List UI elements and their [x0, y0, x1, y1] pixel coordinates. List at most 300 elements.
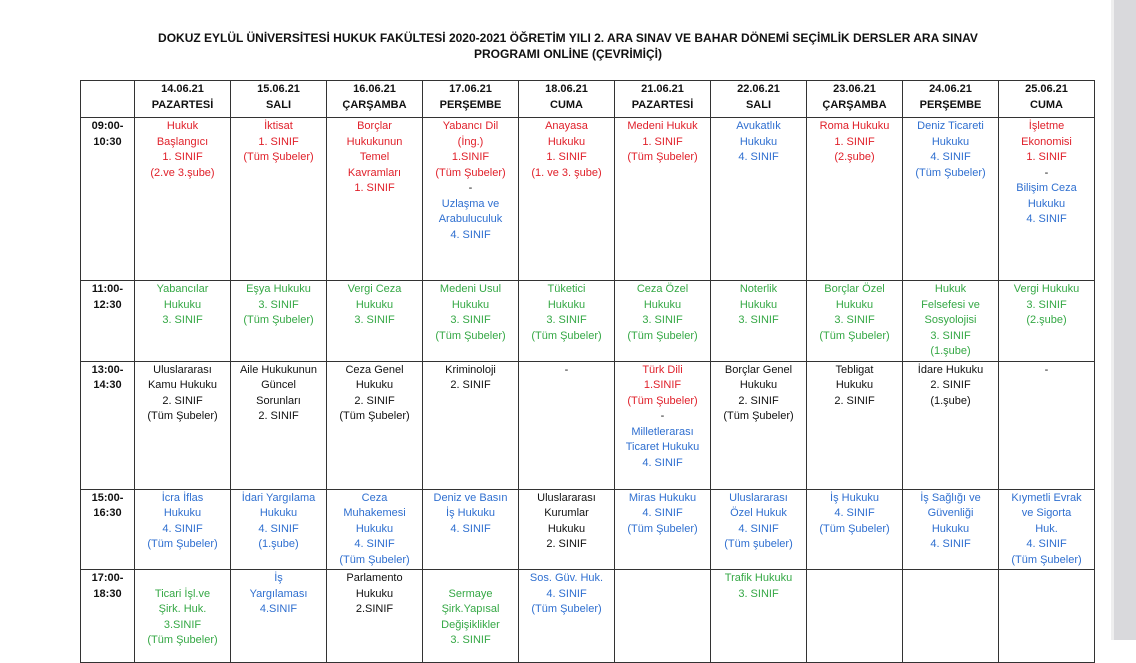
exam-text: 3. SINIF — [834, 314, 875, 326]
exam-cell — [711, 281, 807, 362]
exam-entry — [1001, 363, 1092, 379]
exam-entry — [809, 571, 900, 587]
exam-text: (Tüm Şubeler) — [627, 394, 698, 407]
exam-text: Değişiklikler — [441, 618, 500, 631]
exam-text: 2. SINIF — [546, 538, 587, 550]
day-date: 15.06.21 — [257, 83, 300, 95]
exam-text: 4. SINIF — [738, 522, 779, 535]
exam-entry — [329, 282, 420, 329]
exam-text: İş Hukuku — [446, 507, 495, 519]
exam-text: 4. SINIF — [930, 538, 971, 550]
exam-cell — [135, 489, 231, 570]
exam-cell — [711, 118, 807, 281]
exam-text: 2. SINIF — [930, 379, 971, 391]
exam-entry — [713, 491, 804, 553]
exam-text: Hukuk — [934, 283, 967, 295]
exam-cell — [999, 489, 1095, 570]
exam-text: Yabancı Dil — [442, 120, 499, 132]
exam-text: (1.şube) — [930, 394, 971, 407]
exam-text: Vergi Hukuku — [1013, 283, 1080, 295]
exam-text: (İng.) — [457, 135, 484, 148]
day-name: SALI — [745, 98, 772, 111]
exam-text: Hukuku — [739, 298, 778, 311]
exam-text: Parlamento — [346, 572, 403, 584]
exam-text: 4. SINIF — [354, 538, 395, 550]
time-text: 09:00- — [91, 120, 124, 132]
day-header — [903, 81, 999, 118]
exam-cell — [711, 361, 807, 489]
exam-entry — [233, 119, 324, 166]
exam-entry — [617, 409, 708, 425]
exam-text — [137, 571, 228, 587]
exam-text: Hukuku — [355, 587, 394, 600]
exam-text: Muhakemesi — [343, 507, 406, 519]
exam-cell — [615, 361, 711, 489]
day-name: PAZARTESİ — [631, 98, 694, 111]
exam-text: Roma Hukuku — [819, 120, 890, 132]
exam-entry — [905, 363, 996, 410]
exam-cell — [519, 361, 615, 489]
exam-text — [1001, 571, 1092, 587]
exam-text: Vergi Ceza — [347, 283, 402, 295]
exam-text: Huk. — [1035, 522, 1058, 535]
exam-text: Yabancılar — [156, 283, 209, 295]
day-name: PERŞEMBE — [919, 98, 982, 111]
exam-text: 4. SINIF — [1026, 538, 1067, 550]
exam-cell — [423, 361, 519, 489]
day-name: PAZARTESİ — [151, 98, 214, 111]
exam-text: (2.şube) — [1026, 314, 1067, 326]
exam-text: (Tüm Şubeler) — [627, 151, 698, 163]
day-date: 25.06.21 — [1025, 83, 1068, 95]
exam-entry — [137, 119, 228, 181]
exam-text: Ticaret Hukuku — [625, 441, 700, 453]
exam-entry — [905, 571, 996, 587]
exam-entry — [137, 587, 228, 649]
exam-text: 2. SINIF — [354, 394, 395, 407]
exam-cell — [999, 361, 1095, 489]
exam-text: Hukuku — [451, 298, 490, 311]
exam-text: Medeni Hukuk — [627, 120, 698, 132]
exam-entry — [329, 119, 420, 197]
exam-text: (Tüm Şubeler) — [243, 151, 314, 163]
time-text: 18:30 — [93, 587, 122, 600]
exam-text: Hukuku — [163, 507, 202, 519]
exam-text: 4. SINIF — [738, 151, 779, 163]
day-date: 16.06.21 — [353, 83, 396, 95]
day-header — [615, 81, 711, 118]
day-header — [231, 81, 327, 118]
exam-entry — [713, 282, 804, 329]
time-text: 12:30 — [93, 298, 122, 311]
exam-entry — [425, 571, 516, 649]
exam-text: Kriminoloji — [445, 363, 496, 376]
photo-edge-shadow — [1114, 0, 1136, 640]
exam-text: Milletlerarası — [631, 425, 694, 438]
time-slot — [81, 489, 135, 570]
title-line-2: PROGRAMI ONLİNE (ÇEVRİMİÇİ) — [474, 47, 662, 61]
exam-text: 2. SINIF — [834, 394, 875, 407]
exam-text: 1. SINIF — [162, 151, 203, 163]
exam-text: Güncel — [261, 379, 296, 391]
exam-text: Hukuku — [355, 379, 394, 391]
exam-entry — [425, 119, 516, 181]
exam-text: Miras Hukuku — [628, 491, 697, 504]
exam-text: Özel Hukuk — [730, 507, 787, 519]
exam-text: Yargılaması — [249, 587, 308, 600]
exam-text: Güvenliği — [927, 507, 974, 519]
exam-cell — [807, 361, 903, 489]
exam-text: Türk Dili — [642, 363, 683, 376]
exam-entry — [617, 282, 708, 344]
exam-text: (1.şube) — [258, 538, 299, 550]
exam-text: (1.şube) — [930, 345, 971, 357]
exam-cell — [807, 281, 903, 362]
exam-entry — [233, 571, 324, 618]
exam-text: Temel — [359, 151, 390, 163]
exam-text: Eşya Hukuku — [246, 283, 311, 295]
exam-text: 1. SINIF — [642, 135, 683, 148]
exam-entry — [1001, 571, 1092, 587]
exam-entry — [617, 119, 708, 166]
exam-entry — [1001, 119, 1092, 166]
exam-entry — [713, 119, 804, 166]
exam-cell — [711, 489, 807, 570]
exam-text: (Tüm Şubeler) — [435, 329, 506, 342]
exam-text: Sosyolojisi — [924, 314, 977, 326]
exam-entry — [233, 491, 324, 553]
exam-cell — [231, 361, 327, 489]
exam-text: Uzlaşma ve — [441, 197, 500, 210]
exam-text: Kamu Hukuku — [147, 379, 218, 391]
exam-text: 2. SINIF — [738, 394, 779, 407]
day-name: PERŞEMBE — [439, 98, 502, 111]
exam-text: Ticari İşl.ve — [154, 587, 211, 600]
exam-text: Sorunları — [256, 394, 301, 407]
exam-text: 1. SINIF — [258, 135, 299, 148]
exam-text: (1. ve 3. şube) — [531, 166, 602, 179]
exam-text: 3. SINIF — [930, 329, 971, 342]
exam-text: (Tüm Şubeler) — [339, 410, 410, 422]
day-header — [327, 81, 423, 118]
day-name: CUMA — [1030, 98, 1063, 111]
exam-text: 4. SINIF — [1026, 213, 1067, 225]
exam-text: İş Hukuku — [830, 491, 879, 504]
exam-cell — [231, 281, 327, 362]
exam-text: 2. SINIF — [450, 379, 491, 391]
exam-text: Borçlar Özel — [824, 283, 885, 295]
exam-cell — [231, 118, 327, 281]
exam-text: Hukuku — [547, 298, 586, 311]
corner-cell — [81, 81, 135, 118]
exam-cell — [231, 489, 327, 570]
exam-text: 3. SINIF — [642, 314, 683, 326]
exam-text: Hukukunun — [346, 135, 403, 148]
exam-text: Sermaye — [448, 587, 493, 600]
exam-text: (Tüm Şubeler) — [243, 314, 314, 326]
exam-text: Hukuku — [739, 379, 778, 391]
day-header — [135, 81, 231, 118]
time-slot-row — [81, 118, 1095, 281]
exam-text: - — [660, 410, 665, 422]
exam-cell — [423, 118, 519, 281]
exam-text: 4. SINIF — [834, 507, 875, 519]
exam-text: (Tüm Şubeler) — [819, 522, 890, 535]
day-name: CUMA — [550, 98, 583, 111]
exam-entry — [1001, 491, 1092, 569]
exam-text: Hukuk — [166, 120, 199, 132]
title-line-1: DOKUZ EYLÜL ÜNİVERSİTESİ HUKUK FAKÜLTESİ 2020-2021 ÖĞRETİM YILI 2. ARA SINAV VE BAHAR DÖNEMİ SEÇİMLİK DERSLER ARA SINAV — [158, 31, 978, 45]
exam-cell — [615, 489, 711, 570]
time-text: 15:00- — [91, 491, 124, 504]
exam-entry — [233, 282, 324, 329]
exam-entry — [809, 491, 900, 538]
exam-entry — [809, 119, 900, 166]
exam-text: (Tüm Şubeler) — [723, 410, 794, 422]
exam-text: (Tüm Şubeler) — [147, 634, 218, 646]
exam-entry — [521, 491, 612, 553]
exam-entry — [233, 363, 324, 425]
exam-text: İş Sağlığı ve — [920, 491, 981, 504]
exam-text: Hukuku — [835, 379, 874, 391]
exam-text: İdare Hukuku — [917, 363, 984, 376]
day-header — [711, 81, 807, 118]
day-date: 14.06.21 — [161, 83, 204, 95]
exam-text: (Tüm Şubeler) — [915, 166, 986, 179]
exam-cell — [327, 361, 423, 489]
exam-text: Medeni Usul — [439, 283, 502, 295]
exam-cell — [519, 570, 615, 663]
exam-text: Borçlar Genel — [724, 363, 793, 376]
exam-entry — [521, 119, 612, 181]
exam-entry — [617, 425, 708, 472]
exam-cell — [135, 361, 231, 489]
exam-text: ve Sigorta — [1021, 507, 1072, 519]
time-slot-row — [81, 489, 1095, 570]
exam-text: Kavramları — [347, 166, 402, 179]
exam-text: Uluslararası — [729, 491, 788, 504]
exam-text: Ekonomisi — [1021, 135, 1072, 148]
exam-text: 1. SINIF — [546, 151, 587, 163]
exam-text: Hukuku — [739, 135, 778, 148]
exam-text — [617, 571, 708, 587]
exam-text: Deniz Ticareti — [917, 120, 984, 132]
exam-cell — [999, 570, 1095, 663]
exam-text: 4. SINIF — [642, 456, 683, 469]
exam-entry — [329, 491, 420, 569]
exam-text: (Tüm Şubeler) — [339, 553, 410, 566]
exam-text: Hukuku — [163, 298, 202, 311]
exam-text: (Tüm Şubeler) — [147, 538, 218, 550]
exam-entry — [617, 491, 708, 538]
time-slot — [81, 281, 135, 362]
exam-text: - — [468, 182, 473, 194]
exam-text: (Tüm Şubeler) — [531, 329, 602, 342]
exam-cell — [135, 570, 231, 663]
exam-text: (2.ve 3.şube) — [150, 166, 215, 179]
exam-entry — [905, 491, 996, 553]
exam-text: İcra İflas — [161, 491, 204, 504]
exam-text: Şirk.Yapısal — [441, 603, 500, 615]
schedule-body — [81, 118, 1095, 663]
exam-text — [905, 571, 996, 587]
exam-text: 3. SINIF — [1026, 298, 1067, 311]
exam-text: 3. SINIF — [738, 314, 779, 326]
exam-text: (Tüm Şubeler) — [627, 522, 698, 535]
time-text: 11:00- — [91, 283, 124, 295]
exam-text: Sos. Güv. Huk. — [529, 572, 604, 584]
exam-cell — [903, 118, 999, 281]
exam-text: Deniz ve Basın — [433, 491, 508, 504]
exam-text: Tüketici — [547, 283, 586, 295]
exam-text: 4. SINIF — [546, 587, 587, 600]
exam-text: Ceza Genel — [345, 363, 404, 376]
exam-cell — [519, 489, 615, 570]
exam-entry — [137, 571, 228, 587]
exam-entry — [521, 282, 612, 344]
exam-text: Avukatlık — [736, 120, 781, 132]
exam-text: Hukuku — [547, 135, 586, 148]
exam-text: Uluslararası — [153, 363, 212, 376]
exam-cell — [615, 570, 711, 663]
exam-text: Hukuku — [931, 135, 970, 148]
exam-entry — [1001, 282, 1092, 329]
day-name: ÇARŞAMBA — [342, 98, 407, 111]
day-date: 22.06.21 — [737, 83, 780, 95]
exam-text: Hukuku — [355, 522, 394, 535]
exam-text: 3. SINIF — [738, 587, 779, 600]
exam-text: İdari Yargılama — [241, 491, 316, 504]
exam-entry — [425, 363, 516, 394]
exam-entry — [329, 571, 420, 618]
exam-cell — [903, 281, 999, 362]
exam-entry — [137, 491, 228, 553]
exam-entry — [425, 197, 516, 244]
exam-text: 3. SINIF — [258, 298, 299, 311]
exam-text: Kurumlar — [544, 507, 589, 519]
exam-text: (Tüm Şubeler) — [531, 603, 602, 615]
exam-cell — [327, 489, 423, 570]
time-text: 10:30 — [93, 135, 122, 148]
exam-cell — [327, 570, 423, 663]
exam-entry — [521, 363, 612, 379]
exam-text: İşletme — [1028, 120, 1065, 132]
exam-text — [809, 571, 900, 587]
exam-entry — [1001, 166, 1092, 182]
exam-cell — [423, 489, 519, 570]
exam-text: Hukuku — [931, 522, 970, 535]
exam-text: Başlangıcı — [156, 135, 209, 148]
header-row — [81, 81, 1095, 118]
exam-text: 4. SINIF — [450, 522, 491, 535]
exam-entry — [905, 119, 996, 181]
time-slot-row — [81, 570, 1095, 663]
day-date: 23.06.21 — [833, 83, 876, 95]
exam-entry — [425, 282, 516, 344]
day-header — [519, 81, 615, 118]
exam-text: Hukuku — [259, 507, 298, 519]
exam-text: Hukuku — [547, 522, 586, 535]
exam-cell — [807, 489, 903, 570]
exam-text: 1.SINIF — [643, 379, 682, 391]
exam-text: (Tüm Şubeler) — [435, 166, 506, 179]
exam-entry — [137, 363, 228, 425]
exam-text: Hukuku — [355, 298, 394, 311]
exam-text: (Tüm Şubeler) — [147, 410, 218, 422]
time-slot-row — [81, 361, 1095, 489]
exam-text: Hukuku — [835, 298, 874, 311]
exam-entry — [137, 282, 228, 329]
time-text: 14:30 — [93, 379, 122, 391]
exam-schedule-table — [80, 80, 1095, 663]
exam-text: Borçlar — [357, 120, 392, 132]
exam-text: Noterlik — [739, 283, 778, 295]
exam-cell — [903, 570, 999, 663]
exam-text: Tebligat — [835, 363, 874, 376]
exam-entry — [617, 363, 708, 410]
exam-cell — [135, 118, 231, 281]
exam-text — [425, 571, 516, 587]
exam-cell — [519, 281, 615, 362]
time-slot — [81, 570, 135, 663]
exam-text: 2.SINIF — [355, 603, 394, 615]
exam-entry — [1001, 181, 1092, 228]
exam-cell — [711, 570, 807, 663]
exam-text: İktisat — [264, 120, 293, 132]
exam-text: Kıymetli Evrak — [1011, 491, 1082, 504]
day-date: 21.06.21 — [641, 83, 684, 95]
day-name: ÇARŞAMBA — [822, 98, 887, 111]
exam-text: Trafik Hukuku — [724, 572, 793, 584]
exam-cell — [615, 118, 711, 281]
exam-text: 3. SINIF — [450, 634, 491, 646]
exam-entry — [713, 363, 804, 425]
exam-text: 4. SINIF — [162, 522, 203, 535]
exam-text: 3.SINIF — [163, 618, 202, 631]
exam-text: 1.SINIF — [451, 151, 490, 163]
exam-text: Felsefesi ve — [921, 298, 980, 311]
exam-entry — [809, 363, 900, 410]
exam-cell — [903, 361, 999, 489]
day-name: SALI — [265, 98, 292, 111]
exam-text: 3. SINIF — [162, 314, 203, 326]
exam-text: Uluslararası — [537, 491, 596, 504]
exam-text: 1. SINIF — [834, 135, 875, 148]
exam-cell — [423, 281, 519, 362]
exam-text: Aile Hukukunun — [239, 363, 318, 376]
day-header — [999, 81, 1095, 118]
exam-text: 1. SINIF — [354, 182, 395, 194]
exam-text: 4. SINIF — [258, 522, 299, 535]
day-header — [423, 81, 519, 118]
exam-cell — [903, 489, 999, 570]
exam-text: 4. SINIF — [450, 228, 491, 241]
exam-entry — [425, 491, 516, 538]
exam-text: (Tüm şubeler) — [724, 538, 793, 550]
time-slot — [81, 361, 135, 489]
exam-text: - — [564, 363, 569, 376]
document-title — [0, 30, 1136, 62]
exam-entry — [425, 181, 516, 197]
time-text: 16:30 — [93, 507, 122, 519]
exam-text: 4. SINIF — [642, 507, 683, 519]
exam-entry — [809, 282, 900, 344]
day-date: 18.06.21 — [545, 83, 588, 95]
time-slot-row — [81, 281, 1095, 362]
exam-text: 3. SINIF — [450, 314, 491, 326]
exam-text: 3. SINIF — [354, 314, 395, 326]
exam-text: Şirk. Huk. — [158, 603, 207, 615]
